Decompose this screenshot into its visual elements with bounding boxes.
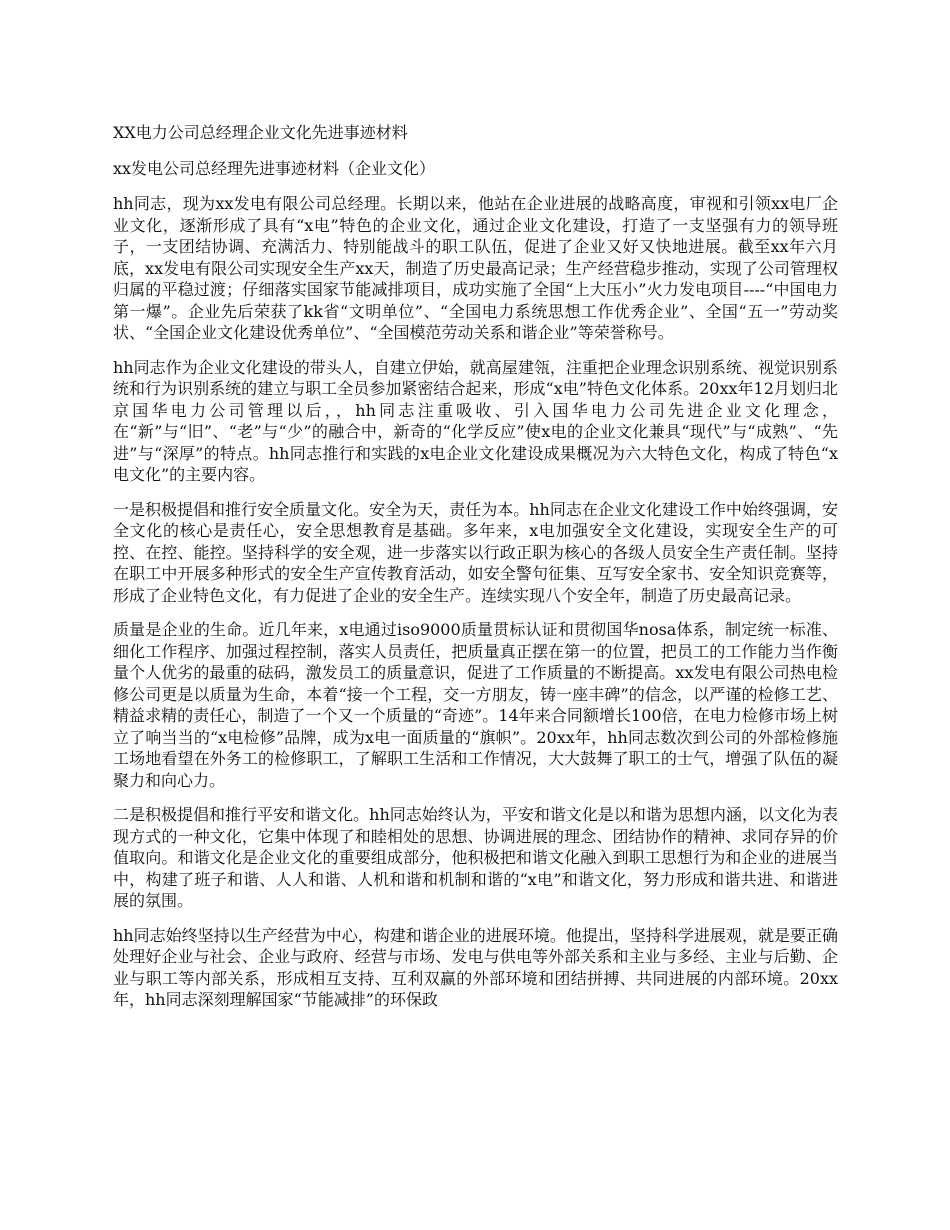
document-title: XX电力公司总经理企业文化先进事迹材料 [113, 123, 408, 142]
paragraph-safety-quality-culture: 一是积极提倡和推行安全质量文化。安全为天，责任为本。hh同志在企业文化建设工作中始终强调，安全文化的核心是责任心，安全思想教育是基础。多年来，x电加强安全文化建设，实现安全生产的可控、在控、能控。坚持科学的安全观，进一步落实以行政正职为核心的各级人员安全生产责任制。坚持在职工中开展多种形式的安全生产宣传教育活动，如安全警句征集、互写安全家书、安全知识竞赛等，形成了企业特色文化，有力促进了企业的安全生产。连续实现八个安全年，制造了历史最高记录。 [113, 499, 838, 605]
paragraph-quality: 质量是企业的生命。近几年来，x电通过iso9000质量贯标认证和贯彻国华nosa体系，制定统一标准、细化工作程序、加强过程控制，落实人员责任，把质量真正摆在第一的位置，把员工的工作能力当作衡量个人优劣的最重的砝码，激发员工的质量意识，促进了工作质量的不断提高。xx发电有限公司热电检修公司更是以质量为生命，本着“接一个工程，交一方朋友，铸一座丰碑”的信念，以严谨的检修工艺、精益求精的责任心，制造了一个又一个质量的“奇迹”。14年来合同额增长100倍，在电力检修市场上树立了响当当的“x电检修”品牌，成为x电一面质量的“旗帜”。20xx年，hh同志数次到公司的外部检修施工场地看望在外务工的检修职工，了解职工生活和工作情况，大大鼓舞了职工的士气，增强了队伍的凝聚力和向心力。 [113, 620, 838, 790]
paragraph-harmony-culture: 二是积极提倡和推行平安和谐文化。hh同志始终认为，平安和谐文化是以和谐为思想内涵，以文化为表现方式的一种文化，它集中体现了和睦相处的思想、协调进展的理念、团结协作的精神、求同存异的价值取向。和谐文化是企业文化的重要组成部分，他积极把和谐文化融入到职工思想行为和企业的进展当中，构建了班子和谐、人人和谐、人机和谐和机制和谐的“x电”和谐文化，努力形成和谐共进、和谐进展的氛围。 [113, 805, 838, 910]
paragraph-production-environment: hh同志始终坚持以生产经营为中心，构建和谐企业的进展环境。他提出，坚持科学进展观，就是要正确处理好企业与社会、企业与政府、经营与市场、发电与供电等外部关系和主业与多经、主业与后勤、企业与职工等内部关系，形成相互支持、互利双赢的外部环境和团结拼搏、共同进展的内部环境。20xx年，hh同志深刻理解国家“节能减排”的环保政 [113, 925, 838, 1009]
document-subtitle: xx发电公司总经理先进事迹材料（企业文化） [113, 158, 436, 178]
paragraph-culture-leader: hh同志作为企业文化建设的带头人，自建立伊始，就高屋建瓴，注重把企业理念识别系统、视觉识别系统和行为识别系统的建立与职工全员参加紧密结合起来，形成“x电”特色文化体系。20xx年12月划归北京国华电力公司管理以后，，hh同志注重吸收、引入国华电力公司先进企业文化理念，在“新”与“旧”、“老”与“少”的融合中，新奇的“化学反应”使x电的企业文化兼具“现代”与“成熟”、“先进”与“深厚”的特点。hh同志推行和实践的x电企业文化建设成果概况为六大特色文化，构成了特色“x电文化”的主要内容。 [113, 357, 838, 484]
paragraph-introduction: hh同志，现为xx发电有限公司总经理。长期以来，他站在企业进展的战略高度，审视和引领xx电厂企业文化，逐渐形成了具有“x电”特色的企业文化，通过企业文化建设，打造了一支坚强有力的领导班子，一支团结协调、充满活力、特别能战斗的职工队伍，促进了企业又好又快地进展。截至xx年六月底，xx发电有限公司实现安全生产xx天，制造了历史最高记录；生产经营稳步推动，实现了公司管理权归属的平稳过渡；仔细落实国家节能减排项目，成功实施了全国“上大压小”火力发电项目----“中国电力第一爆”。企业先后荣获了kk省“文明单位”、“全国电力系统思想工作优秀企业”、全国“五一”劳动奖状、“全国企业文化建设优秀单位”、“全国模范劳动关系和谐企业”等荣誉称号。 [113, 194, 838, 342]
document-body [113, 122, 838, 1024]
